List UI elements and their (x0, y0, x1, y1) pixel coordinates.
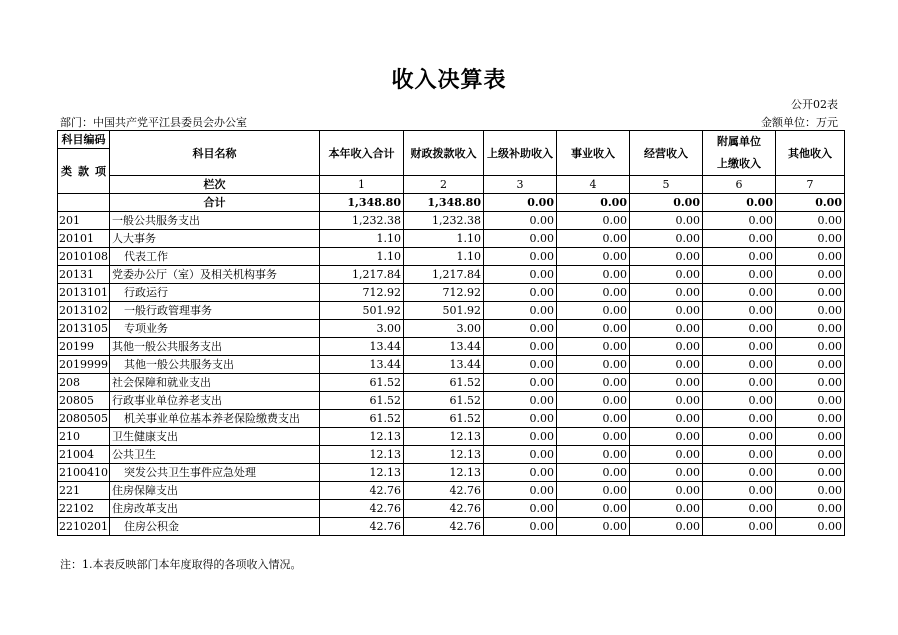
row-value: 0.00 (630, 212, 703, 230)
row-value: 0.00 (776, 230, 845, 248)
row-value: 0.00 (776, 482, 845, 500)
row-value: 0.00 (484, 302, 557, 320)
row-name: 社会保障和就业支出 (110, 374, 320, 392)
row-name: 住房改革支出 (110, 500, 320, 518)
row-value: 13.44 (404, 338, 484, 356)
total-value: 0.00 (703, 194, 776, 212)
row-value: 0.00 (703, 284, 776, 302)
row-code: 20101 (58, 230, 110, 248)
row-value: 0.00 (703, 464, 776, 482)
row-value: 0.00 (630, 446, 703, 464)
row-value: 0.00 (703, 212, 776, 230)
row-name: 住房保障支出 (110, 482, 320, 500)
row-code: 20131 (58, 266, 110, 284)
row-value: 0.00 (557, 284, 630, 302)
row-value: 0.00 (557, 518, 630, 536)
table-row (58, 212, 845, 230)
total-label: 合计 (110, 194, 320, 212)
row-name: 其他一般公共服务支出 (110, 356, 320, 374)
col-header-operating: 经营收入 (630, 131, 703, 176)
row-value: 0.00 (776, 302, 845, 320)
row-value: 0.00 (484, 374, 557, 392)
total-value: 0.00 (557, 194, 630, 212)
row-code: 22102 (58, 500, 110, 518)
row-value: 0.00 (630, 464, 703, 482)
footnote: 注：1.本表反映部门本年度取得的各项收入情况。 (60, 558, 302, 571)
row-value: 0.00 (557, 500, 630, 518)
col-header-lei: 类 (61, 164, 72, 178)
row-code: 20805 (58, 392, 110, 410)
row-code: 2010108 (58, 248, 110, 266)
col-header-code: 科目编码 (58, 131, 110, 149)
row-value: 0.00 (557, 374, 630, 392)
col-header-name: 科目名称 (110, 131, 320, 176)
row-name: 人大事务 (110, 230, 320, 248)
row-code: 201 (58, 212, 110, 230)
total-row (58, 194, 845, 212)
row-value: 13.44 (404, 356, 484, 374)
col-number: 1 (320, 176, 404, 194)
table-row (58, 482, 845, 500)
row-value: 0.00 (776, 410, 845, 428)
row-value: 61.52 (320, 374, 404, 392)
table-row (58, 356, 845, 374)
row-value: 501.92 (404, 302, 484, 320)
row-value: 61.52 (404, 374, 484, 392)
column-number-row (58, 176, 845, 194)
row-value: 0.00 (630, 302, 703, 320)
row-value: 0.00 (776, 266, 845, 284)
row-name: 一般公共服务支出 (110, 212, 320, 230)
col-number: 7 (776, 176, 845, 194)
form-number: 公开02表 (791, 98, 838, 111)
table-row (58, 464, 845, 482)
row-value: 12.13 (404, 446, 484, 464)
col-header-business: 事业收入 (557, 131, 630, 176)
row-value: 0.00 (557, 320, 630, 338)
row-value: 0.00 (484, 428, 557, 446)
row-value: 0.00 (703, 410, 776, 428)
row-value: 0.00 (484, 212, 557, 230)
row-value: 0.00 (703, 500, 776, 518)
table-row (58, 338, 845, 356)
col-number: 5 (630, 176, 703, 194)
row-value: 1.10 (404, 248, 484, 266)
row-name: 突发公共卫生事件应急处理 (110, 464, 320, 482)
row-value: 0.00 (484, 464, 557, 482)
table-row (58, 248, 845, 266)
row-value: 61.52 (404, 392, 484, 410)
row-value: 61.52 (404, 410, 484, 428)
row-value: 0.00 (630, 356, 703, 374)
row-value: 0.00 (484, 338, 557, 356)
row-value: 0.00 (630, 338, 703, 356)
row-value: 0.00 (484, 320, 557, 338)
col-header-total: 本年收入合计 (320, 131, 404, 176)
row-value: 1,232.38 (320, 212, 404, 230)
row-name: 党委办公厅（室）及相关机构事务 (110, 266, 320, 284)
table-row (58, 410, 845, 428)
row-value: 0.00 (557, 212, 630, 230)
row-value: 0.00 (630, 266, 703, 284)
amount-unit-label: 金额单位：万元 (761, 116, 838, 129)
total-value: 0.00 (484, 194, 557, 212)
row-code: 20199 (58, 338, 110, 356)
table-row (58, 428, 845, 446)
row-value: 0.00 (557, 302, 630, 320)
row-name: 专项业务 (110, 320, 320, 338)
row-value: 0.00 (484, 392, 557, 410)
row-code: 2210201 (58, 518, 110, 536)
table-row (58, 446, 845, 464)
row-value: 0.00 (630, 518, 703, 536)
row-value: 0.00 (776, 248, 845, 266)
row-code: 2013101 (58, 284, 110, 302)
row-value: 1,217.84 (320, 266, 404, 284)
row-value: 0.00 (557, 464, 630, 482)
row-value: 712.92 (404, 284, 484, 302)
row-name: 一般行政管理事务 (110, 302, 320, 320)
row-label-lanci: 栏次 (110, 176, 320, 194)
row-value: 42.76 (320, 482, 404, 500)
row-name: 行政运行 (110, 284, 320, 302)
col-header-other: 其他收入 (776, 131, 845, 176)
row-value: 0.00 (703, 428, 776, 446)
row-value: 0.00 (703, 248, 776, 266)
row-name: 卫生健康支出 (110, 428, 320, 446)
row-value: 0.00 (776, 518, 845, 536)
table-row (58, 500, 845, 518)
table-row (58, 374, 845, 392)
row-name: 公共卫生 (110, 446, 320, 464)
row-value: 0.00 (484, 518, 557, 536)
row-value: 0.00 (484, 482, 557, 500)
row-value: 0.00 (776, 320, 845, 338)
total-code-cell (58, 194, 110, 212)
total-value: 0.00 (776, 194, 845, 212)
row-value: 61.52 (320, 392, 404, 410)
header-row (58, 131, 845, 149)
row-value: 0.00 (776, 446, 845, 464)
table-row (58, 518, 845, 536)
row-value: 501.92 (320, 302, 404, 320)
row-value: 0.00 (484, 356, 557, 374)
col-header-fiscal: 财政拨款收入 (404, 131, 484, 176)
row-value: 0.00 (484, 248, 557, 266)
row-value: 0.00 (557, 356, 630, 374)
table-row (58, 302, 845, 320)
row-value: 42.76 (320, 500, 404, 518)
col-number: 4 (557, 176, 630, 194)
total-value: 1,348.80 (320, 194, 404, 212)
row-code: 2013105 (58, 320, 110, 338)
row-value: 12.13 (320, 428, 404, 446)
row-name: 行政事业单位养老支出 (110, 392, 320, 410)
row-name: 代表工作 (110, 248, 320, 266)
row-value: 0.00 (776, 392, 845, 410)
row-value: 0.00 (630, 410, 703, 428)
row-value: 0.00 (557, 446, 630, 464)
row-value: 0.00 (776, 428, 845, 446)
row-value: 42.76 (404, 518, 484, 536)
table-row (58, 230, 845, 248)
row-value: 0.00 (703, 338, 776, 356)
row-value: 12.13 (320, 464, 404, 482)
row-name: 住房公积金 (110, 518, 320, 536)
income-table (57, 130, 845, 536)
table-row (58, 392, 845, 410)
department-label: 部门：中国共产党平江县委员会办公室 (60, 116, 247, 129)
table-row (58, 320, 845, 338)
row-value: 0.00 (703, 356, 776, 374)
col-header-kind (58, 149, 110, 194)
row-value: 0.00 (630, 392, 703, 410)
row-value: 3.00 (404, 320, 484, 338)
row-value: 0.00 (776, 500, 845, 518)
row-value: 13.44 (320, 356, 404, 374)
row-value: 0.00 (484, 446, 557, 464)
row-value: 0.00 (630, 374, 703, 392)
row-value: 0.00 (484, 230, 557, 248)
col-header-affiliated (703, 131, 776, 176)
col-header-affiliated-line1: 附属单位 (717, 135, 761, 148)
row-value: 0.00 (630, 284, 703, 302)
row-value: 42.76 (404, 482, 484, 500)
row-value: 1.10 (320, 230, 404, 248)
row-value: 61.52 (320, 410, 404, 428)
row-value: 0.00 (557, 392, 630, 410)
row-value: 0.00 (484, 500, 557, 518)
row-value: 0.00 (557, 230, 630, 248)
row-value: 0.00 (557, 338, 630, 356)
col-header-affiliated-line2: 上缴收入 (717, 157, 761, 170)
row-value: 0.00 (484, 410, 557, 428)
row-value: 0.00 (630, 248, 703, 266)
total-value: 0.00 (630, 194, 703, 212)
row-value: 0.00 (630, 482, 703, 500)
row-value: 0.00 (703, 392, 776, 410)
row-value: 42.76 (320, 518, 404, 536)
row-value: 712.92 (320, 284, 404, 302)
col-header-xiang: 项 (95, 164, 106, 178)
row-code: 221 (58, 482, 110, 500)
row-value: 12.13 (320, 446, 404, 464)
col-header-kuan: 款 (78, 164, 89, 178)
row-name: 机关事业单位基本养老保险缴费支出 (110, 410, 320, 428)
row-value: 0.00 (557, 428, 630, 446)
row-value: 0.00 (703, 446, 776, 464)
row-value: 1.10 (404, 230, 484, 248)
col-number: 2 (404, 176, 484, 194)
row-value: 0.00 (776, 464, 845, 482)
row-value: 0.00 (776, 356, 845, 374)
row-value: 0.00 (703, 320, 776, 338)
row-code: 21004 (58, 446, 110, 464)
row-value: 0.00 (776, 212, 845, 230)
row-value: 0.00 (703, 230, 776, 248)
row-value: 1.10 (320, 248, 404, 266)
row-value: 12.13 (404, 428, 484, 446)
row-value: 1,232.38 (404, 212, 484, 230)
row-value: 0.00 (776, 284, 845, 302)
col-header-upper: 上级补助收入 (484, 131, 557, 176)
row-value: 13.44 (320, 338, 404, 356)
row-value: 0.00 (557, 248, 630, 266)
row-value: 0.00 (703, 302, 776, 320)
row-value: 0.00 (630, 230, 703, 248)
row-code: 2019999 (58, 356, 110, 374)
row-code: 2100410 (58, 464, 110, 482)
row-value: 0.00 (776, 338, 845, 356)
total-value: 1,348.80 (404, 194, 484, 212)
row-value: 0.00 (703, 266, 776, 284)
row-value: 0.00 (484, 284, 557, 302)
table-row (58, 266, 845, 284)
row-value: 42.76 (404, 500, 484, 518)
row-name: 其他一般公共服务支出 (110, 338, 320, 356)
row-value: 0.00 (776, 374, 845, 392)
row-code: 210 (58, 428, 110, 446)
row-code: 2080505 (58, 410, 110, 428)
row-value: 0.00 (557, 266, 630, 284)
row-value: 0.00 (703, 518, 776, 536)
row-value: 0.00 (557, 410, 630, 428)
table-row (58, 284, 845, 302)
row-value: 0.00 (630, 428, 703, 446)
row-value: 0.00 (630, 320, 703, 338)
row-code: 208 (58, 374, 110, 392)
col-number: 6 (703, 176, 776, 194)
row-code: 2013102 (58, 302, 110, 320)
page-title: 收入决算表 (391, 68, 507, 93)
col-number: 3 (484, 176, 557, 194)
row-value: 0.00 (557, 482, 630, 500)
row-value: 1,217.84 (404, 266, 484, 284)
row-value: 0.00 (703, 482, 776, 500)
row-value: 0.00 (630, 500, 703, 518)
row-value: 12.13 (404, 464, 484, 482)
row-value: 0.00 (484, 266, 557, 284)
row-value: 0.00 (703, 374, 776, 392)
row-value: 3.00 (320, 320, 404, 338)
